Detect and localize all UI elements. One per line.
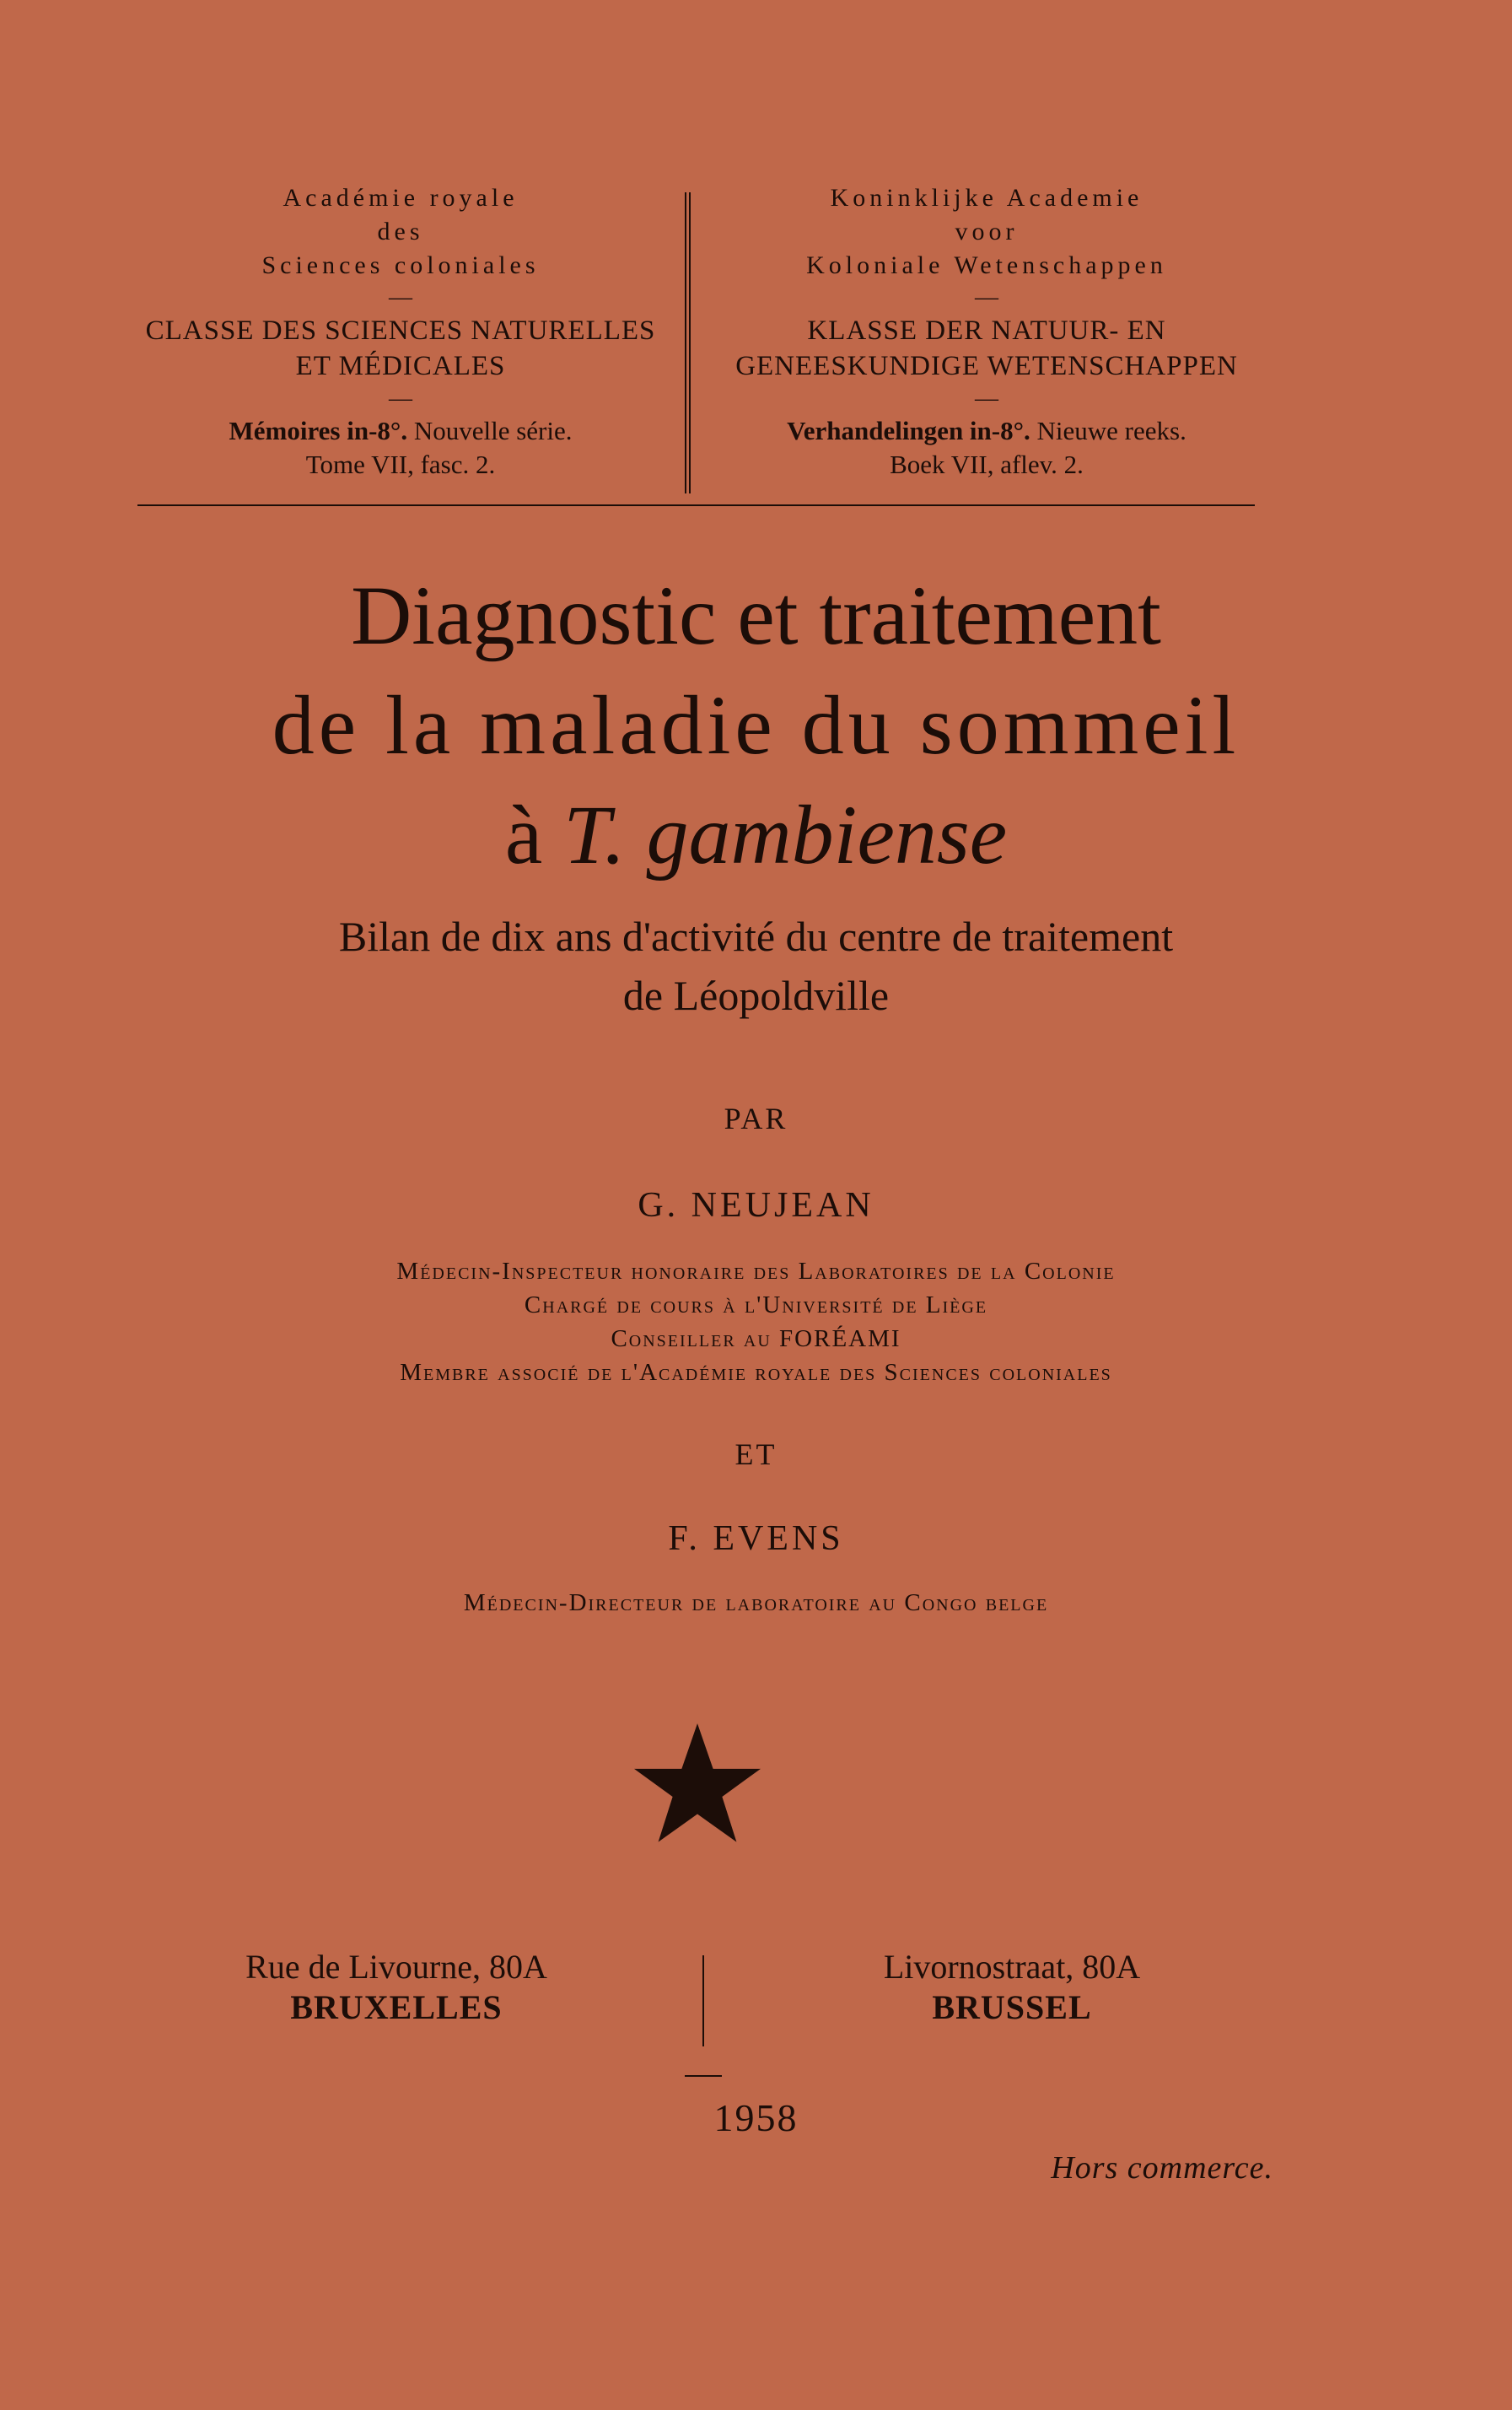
academy-name-line1: Académie royale: [282, 184, 519, 212]
address-right: [776, 1947, 1248, 2028]
author1-credentials: [0, 1254, 1512, 1389]
credential-line: Médecin-Inspecteur honoraire des Laboratoires de la Colonie: [396, 1258, 1116, 1285]
title-line2: de la maladie du sommeil: [272, 678, 1240, 772]
street: Livornostraat, 80A: [883, 1948, 1141, 1986]
class-name-line2: ET MÉDICALES: [295, 351, 506, 381]
subtitle-line2: de Léopoldville: [622, 972, 890, 1019]
title-line3: [0, 780, 1512, 890]
separator-dash: —: [975, 284, 998, 310]
class-name-line2: GENEESKUNDIGE WETENSCHAPPEN: [735, 351, 1238, 381]
academy-name-line2: des: [377, 218, 424, 245]
series-bold: Verhandelingen in-8°.: [787, 416, 1030, 445]
academy-name-line1: Koninklijke Academie: [830, 184, 1143, 212]
subtitle-line1: Bilan de dix ans d'activité du centre de traitement: [338, 913, 1174, 960]
tome-line: Boek VII, aflev. 2.: [890, 450, 1084, 479]
tome-line: Tome VII, fasc. 2.: [305, 450, 496, 479]
address-left: [160, 1947, 632, 2028]
author2-credentials: [0, 1586, 1512, 1620]
year-rule: [685, 2075, 722, 2077]
street: Rue de Livourne, 80A: [245, 1948, 547, 1986]
credential-line: Médecin-Directeur de laboratoire au Congo belge: [463, 1589, 1049, 1616]
series-rest: Nieuwe reeks.: [1030, 416, 1186, 445]
main-title: [0, 561, 1512, 890]
academy-name-line3: Koloniale Wetenschappen: [806, 251, 1167, 279]
subtitle: [0, 907, 1512, 1025]
author1-name: G. NEUJEAN: [638, 1186, 874, 1225]
city: BRUXELLES: [290, 1988, 503, 2026]
credential-line: Chargé de cours à l'Université de Liège: [524, 1291, 988, 1318]
academy-name-line2: voor: [955, 218, 1019, 245]
not-for-sale-note: Hors commerce.: [1051, 2150, 1273, 2186]
title-line3-species: T. gambiense: [563, 788, 1008, 882]
series-line: [126, 414, 675, 448]
publication-year: 1958: [713, 2096, 799, 2139]
title-line1: Diagnostic et traitement: [351, 569, 1161, 662]
star-icon: [630, 1721, 765, 1847]
separator-dash: —: [975, 385, 998, 412]
academy-name-line3: Sciences coloniales: [261, 251, 540, 279]
series-bold: Mémoires in-8°.: [229, 416, 408, 445]
title-line3-prefix: à: [504, 788, 564, 882]
class-name-line1: CLASSE DES SCIENCES NATURELLES: [145, 315, 656, 346]
header-underline: [137, 504, 1255, 506]
credential-line: Conseiller au FORÉAMI: [611, 1325, 901, 1352]
author2-name: F. EVENS: [668, 1519, 844, 1558]
series-line: [708, 414, 1265, 448]
separator-dash: —: [389, 284, 412, 310]
header-right: [708, 181, 1265, 482]
credential-line: Membre associé de l'Académie royale des Sciences coloniales: [400, 1359, 1112, 1386]
series-rest: Nouvelle série.: [407, 416, 573, 445]
address-divider: [702, 1955, 704, 2046]
city: BRUSSEL: [932, 1988, 1092, 2026]
separator-dash: —: [389, 385, 412, 412]
header-left: [126, 181, 675, 482]
header-divider: [685, 192, 691, 493]
class-name-line1: KLASSE DER NATUUR- EN: [807, 315, 1166, 346]
by-label: PAR: [724, 1102, 788, 1135]
and-label: ET: [734, 1437, 778, 1471]
